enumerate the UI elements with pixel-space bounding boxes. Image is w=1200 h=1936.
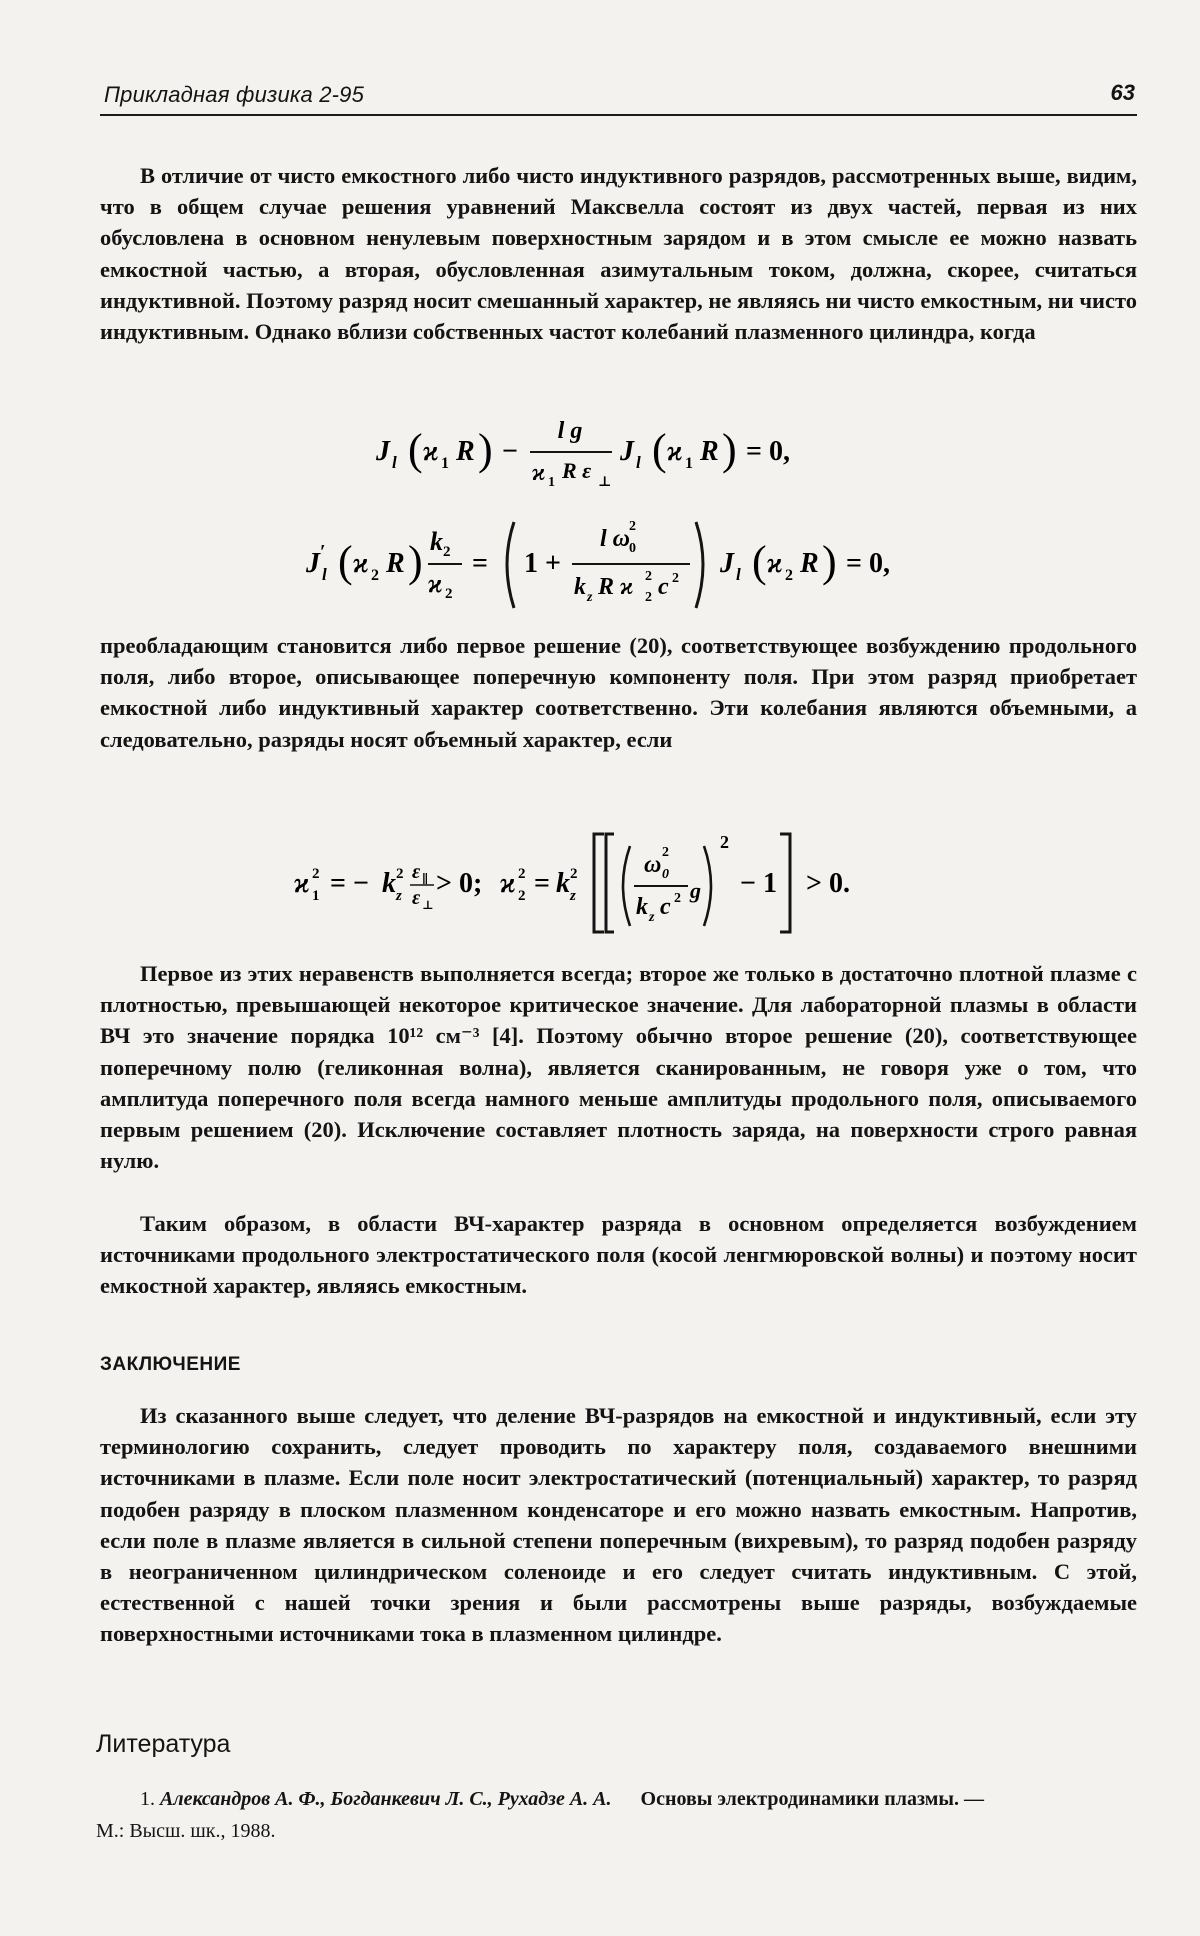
- paragraph-4: Таким образом, в области ВЧ-характер разряда в основном определяется возбуждением источниками продольного электростатического поля (косой ленгмюровской волны) и поэтому носит емкостной характер, являясь емкостным.: [100, 1211, 1137, 1299]
- svg-text:ϰ: ϰ: [428, 569, 443, 598]
- svg-text:ϰ: ϰ: [667, 436, 683, 467]
- svg-text:⊥: ⊥: [598, 475, 612, 490]
- svg-text:R ε: R ε: [562, 458, 592, 483]
- reference-publisher: М.: Высш. шк., 1988.: [96, 1820, 276, 1842]
- svg-text:(: (: [752, 537, 767, 586]
- paragraph-1: В отличие от чисто емкостного либо чисто индуктивного разрядов, рассмотренных выше, видим, что в общем случае решения уравнений Максвелла состоят из двух частей, первая из них обусловлена в основном ненулевым поверхностным зарядом и в этом смысле ее можно назвать емкостной частью, а вторая, обусловленная азимутальным током, должна, скорее, считаться индуктивной. Поэтому разряд носит смешанный характер, не являясь ни чисто емкостным, ни чисто индуктивным. Однако вблизи собственных частот колебаний плазменного цилиндра, когда: [100, 163, 1137, 345]
- svg-text:ϰ: ϰ: [423, 436, 439, 467]
- svg-text:z: z: [649, 910, 655, 925]
- svg-text:ϰ: ϰ: [532, 460, 546, 486]
- svg-text:1 +: 1 +: [524, 548, 561, 579]
- svg-text:=: =: [472, 548, 488, 579]
- svg-text:l g: l g: [557, 418, 583, 444]
- svg-text:= 0,: = 0,: [746, 436, 790, 467]
- svg-text:R ϰ: R ϰ: [598, 574, 634, 600]
- svg-text:1: 1: [312, 888, 320, 904]
- svg-text:=: =: [534, 868, 550, 899]
- svg-text:2: 2: [785, 567, 793, 584]
- svg-text:): ): [478, 425, 493, 474]
- svg-text:J: J: [720, 548, 734, 579]
- svg-text:− 1: − 1: [740, 868, 777, 899]
- svg-text:ω: ω: [644, 852, 662, 878]
- svg-text:∥: ∥: [422, 872, 429, 886]
- paragraph-2: преобладающим становится либо первое решение (20), соответствующее возбуждению продольного поля, либо второе, описывающее поперечную компоненту поля. При этом разряд приобретает емкостной либо индуктивный характер соответственно. Эти колебания являются объемными, а следовательно, разряды носят объемный характер, если: [100, 633, 1137, 752]
- reference-title: Основы электродинамики плазмы. —: [640, 1788, 985, 1810]
- literature-heading: Литература: [96, 1730, 231, 1758]
- svg-text:(: (: [408, 425, 423, 474]
- svg-text:ε: ε: [412, 861, 421, 883]
- svg-text:> 0.: > 0.: [806, 868, 850, 899]
- svg-text:1: 1: [685, 455, 693, 472]
- conclusion-heading: ЗАКЛЮЧЕНИЕ: [100, 1354, 241, 1375]
- svg-text:l: l: [322, 565, 327, 584]
- svg-text:): ): [722, 425, 737, 474]
- equation-3-svg: [290, 822, 910, 942]
- svg-text:ϰ: ϰ: [767, 548, 783, 579]
- paragraph-3: Первое из этих неравенств выполняется всегда; второе же только в достаточно плотной плазме с плотностью, превышающей некоторое критическое значение. Для лабораторной плазмы в области ВЧ это значение порядка 10¹² см⁻³ [4]. Поэтому обычно второе решение (20), соответствующее поперечному полю (геликонная волна), является сканированным, не говоря уже о том, что амплитуда поперечного поля всегда намного меньше амплитуды продольного поля, описываемого первым решением (20). Исключение составляет плотность заряда, на поверхности строго равная нулю.: [100, 961, 1137, 1174]
- equation-1: [0, 408, 1200, 495]
- svg-text:): ): [408, 537, 423, 586]
- running-header: [100, 74, 1137, 116]
- svg-text:k: k: [574, 574, 586, 600]
- svg-text:R: R: [386, 548, 405, 579]
- svg-text:2: 2: [445, 586, 453, 602]
- svg-text:(: (: [338, 537, 353, 586]
- svg-text:2: 2: [396, 866, 404, 882]
- svg-text:2: 2: [720, 832, 729, 852]
- svg-text:2: 2: [518, 866, 526, 882]
- svg-text:l ω: l ω: [600, 526, 631, 552]
- paragraph-5: Из сказанного выше следует, что деление ВЧ-разрядов на емкостной и индуктивный, если эту терминологию сохранить, следует проводить по характеру поля, создаваемого внешними источниками в плазме. Если поле носит электростатический (потенциальный) характер, то разряд подобен разряду в плоском плазменном конденсаторе и его можно назвать емкостным. Напротив, если поле в плазме является в сильной степени поперечным (вихревым), то разряд подобен разряду в неограниченном цилиндрическом соленоиде и его следует считать индуктивным. С этой, естественной с нашей точки зрения и были рассмотрены выше разряды, возбуждаемые поверхностными источниками тока в плазменном цилиндре.: [100, 1403, 1137, 1647]
- svg-text:R: R: [456, 436, 475, 467]
- reference-number: 1.: [140, 1788, 155, 1810]
- equation-2: [0, 508, 1200, 623]
- svg-text:2: 2: [312, 866, 320, 882]
- svg-text:2: 2: [672, 571, 679, 586]
- svg-text:2: 2: [662, 845, 669, 860]
- svg-text:2: 2: [674, 891, 681, 906]
- svg-text:z: z: [570, 888, 576, 904]
- svg-text:−: −: [502, 436, 518, 467]
- svg-text:2: 2: [629, 519, 636, 534]
- svg-text:l: l: [392, 453, 397, 472]
- running-title: Прикладная физика 2-95: [104, 82, 365, 107]
- svg-text:0: 0: [629, 541, 636, 556]
- svg-text:1: 1: [441, 455, 449, 472]
- svg-text:c: c: [658, 574, 669, 600]
- svg-text:= −: = −: [330, 868, 369, 899]
- svg-text:J: J: [376, 436, 390, 467]
- svg-text:l: l: [636, 453, 641, 472]
- svg-text:): ): [822, 537, 837, 586]
- reference-authors: Александров А. Ф., Богданкевич Л. С., Рухадзе А. А.: [160, 1788, 612, 1810]
- svg-text:2: 2: [570, 866, 578, 882]
- svg-text:> 0;: > 0;: [436, 868, 483, 899]
- svg-text:= 0,: = 0,: [846, 548, 890, 579]
- svg-text:ε: ε: [412, 887, 421, 909]
- svg-text:1: 1: [548, 475, 555, 490]
- equation-3: [0, 822, 1200, 947]
- svg-text:R: R: [800, 548, 819, 579]
- equation-1-svg: [370, 408, 830, 490]
- svg-text:z: z: [396, 888, 402, 904]
- svg-text:′: ′: [320, 541, 326, 563]
- svg-text:2: 2: [518, 888, 526, 904]
- svg-text:2: 2: [371, 567, 379, 584]
- svg-text:2: 2: [443, 544, 451, 560]
- page-number: 63: [1110, 80, 1135, 105]
- svg-text:J: J: [306, 548, 320, 579]
- svg-text:z: z: [587, 590, 593, 605]
- svg-text:ϰ: ϰ: [500, 868, 516, 899]
- svg-text:g: g: [690, 878, 701, 903]
- svg-text:k: k: [382, 868, 396, 899]
- equation-2-svg: [300, 508, 900, 618]
- reference-item: [96, 1783, 1136, 1847]
- svg-text:ϰ: ϰ: [353, 548, 369, 579]
- svg-text:(: (: [652, 425, 667, 474]
- svg-text:c: c: [660, 894, 671, 920]
- svg-text:k: k: [430, 527, 443, 556]
- svg-text:J: J: [620, 436, 634, 467]
- svg-text:2: 2: [645, 590, 652, 605]
- svg-text:l: l: [736, 565, 741, 584]
- svg-text:0: 0: [662, 867, 669, 882]
- svg-text:⊥: ⊥: [422, 898, 434, 912]
- svg-text:k: k: [556, 868, 570, 899]
- svg-text:k: k: [636, 894, 648, 920]
- svg-text:ϰ: ϰ: [294, 868, 310, 899]
- svg-text:R: R: [700, 436, 719, 467]
- svg-text:2: 2: [645, 569, 652, 584]
